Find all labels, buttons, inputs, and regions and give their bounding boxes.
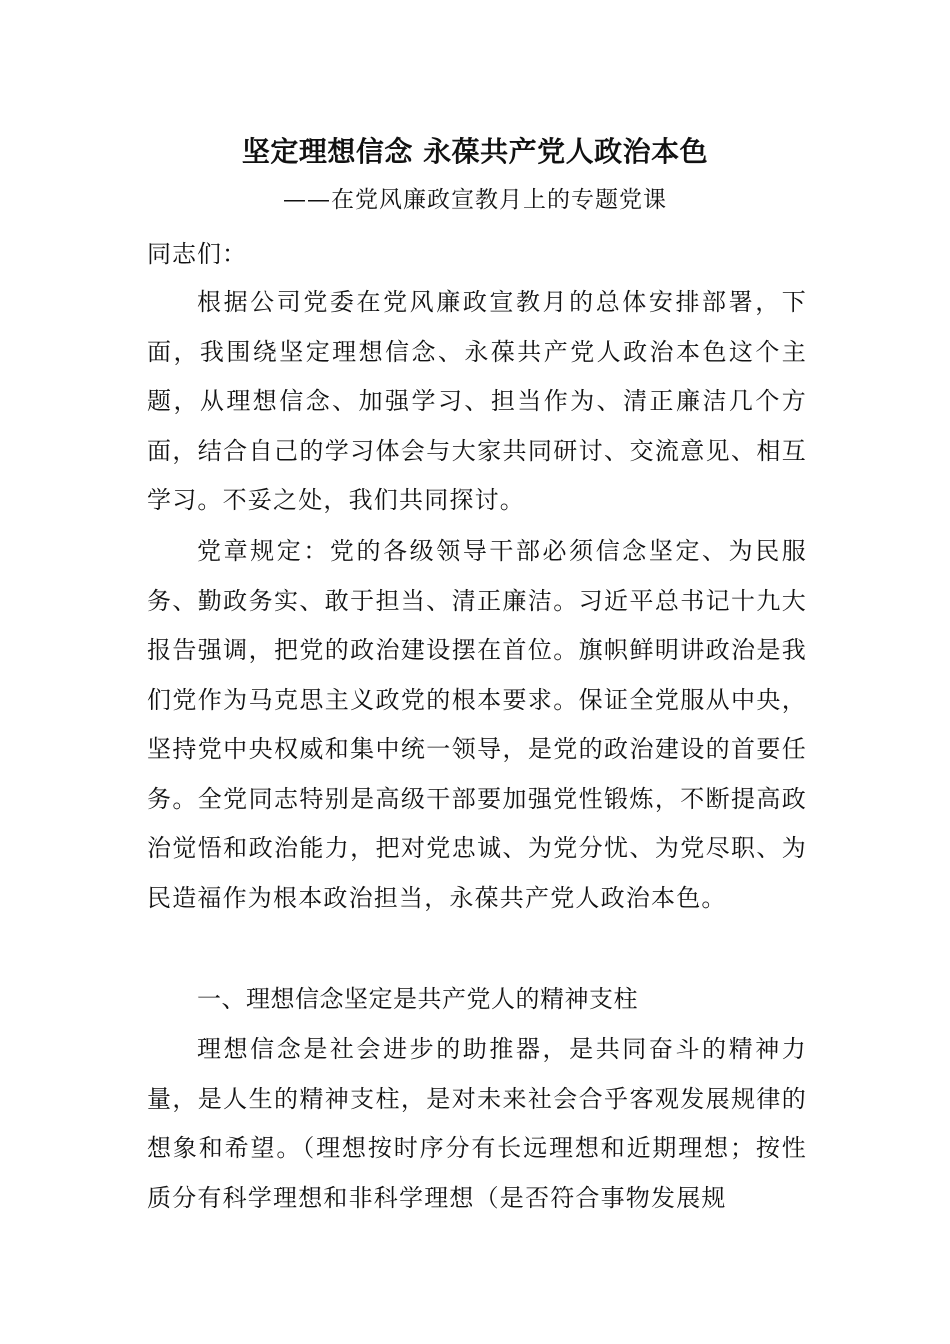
greeting: 同志们：: [147, 240, 247, 268]
paragraph-intro: 根据公司党委在党风廉政宣教月的总体安排部署，下面，我围绕坚定理想信念、永葆共产党人政治本色这个主题，从理想信念、加强学习、担当作为、清正廉洁几个方面，结合自己的学习体会与大家共同研讨、交流意见、相互学习。不妥之处，我们共同探讨。: [147, 288, 807, 514]
document-title: 坚定理想信念 永葆共产党人政治本色: [241, 135, 709, 168]
section-paragraph: 理想信念是社会进步的助推器，是共同奋斗的精神力量，是人生的精神支柱，是对未来社会合乎客观发展规律的想象和希望。（理想按时序分有长远理想和近期理想；按性质分有科学理想和非科学理想（是否符合事物发展规: [147, 1035, 807, 1212]
section-heading: 一、理想信念坚定是共产党人的精神支柱: [197, 985, 638, 1013]
paragraph-party-constitution: 党章规定：党的各级领导干部必须信念坚定、为民服务、勤政务实、敢于担当、清正廉洁。习近平总书记十九大报告强调，把党的政治建设摆在首位。旗帜鲜明讲政治是我们党作为马克思主义政党的根本要求。保证全党服从中央，坚持党中央权威和集中统一领导，是党的政治建设的首要任务。全党同志特别是高级干部要加强党性锻炼，不断提高政治觉悟和政治能力，把对党忠诚、为党分忧、为党尽职、为民造福作为根本政治担当，永葆共产党人政治本色。: [147, 537, 807, 912]
document-subtitle: ——在党风廉政宣教月上的专题党课: [283, 187, 667, 213]
